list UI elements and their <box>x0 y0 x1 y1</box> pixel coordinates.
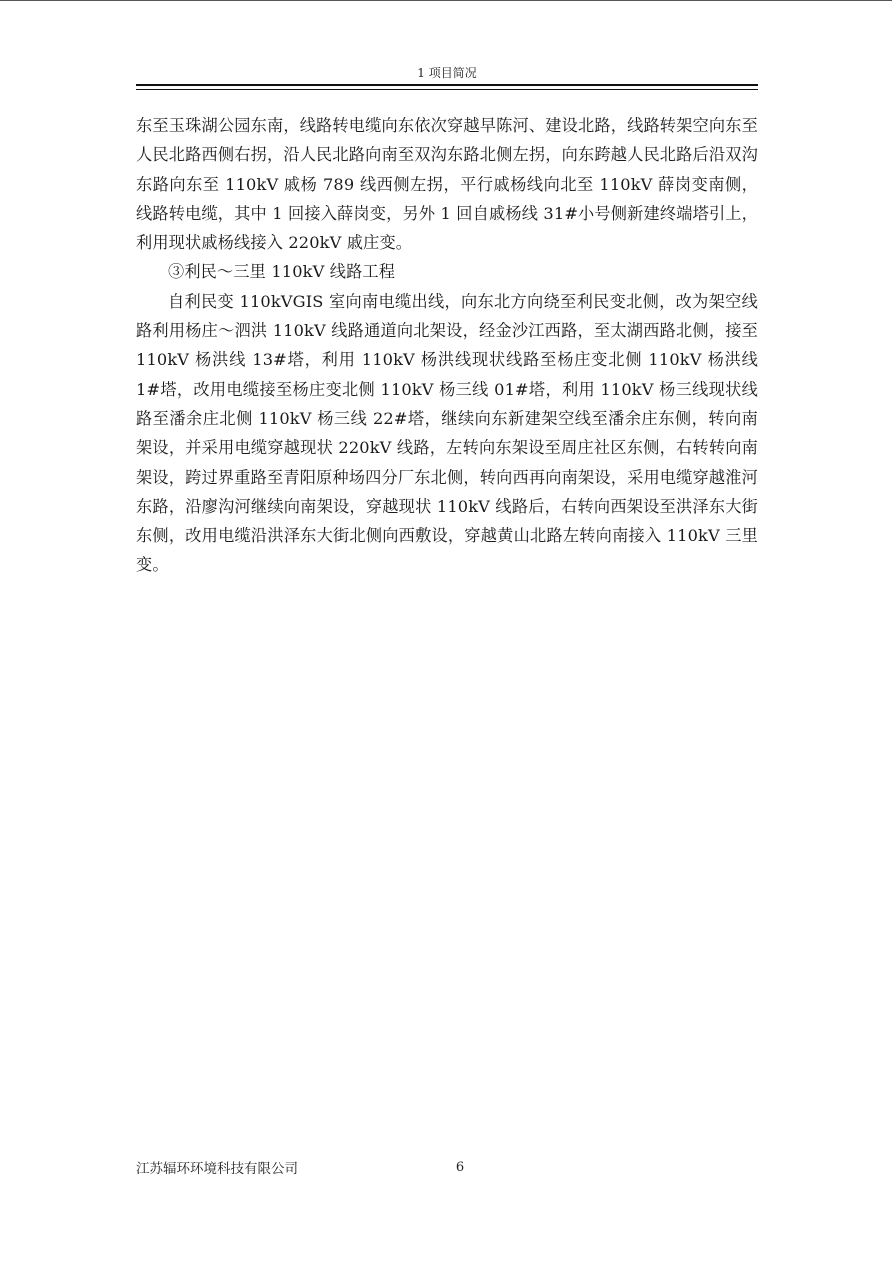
section-heading-limin-sanli: ③利民～三里 110kV 线路工程 <box>168 262 396 282</box>
paragraph-limin-sanli-route: 自利民变 110kVGIS 室向南电缆出线，向东北方向绕至利民变北侧，改为架空线路利用杨庄～泗洪 110kV 线路通道向北架设，经金沙江西路，至太湖西路北侧，接至 110kV 杨洪线 13#塔，利用 110kV 杨洪线现状线路至杨庄变北侧 110kV 杨洪线 1#塔，改用电缆接至杨庄变北侧 110kV 杨三线 01#塔，利用 110kV 杨三线现状线路至潘余庄北侧 110kV 杨三线 22#塔，继续向东新建架空线至潘余庄东侧，转向南架设，并采用电缆穿越现状 220kV 线路，左转向东架设至周庄社区东侧，右转转向南架设，跨过界重路至青阳原种场四分厂东北侧，转向西再向南架设，采用电缆穿越淮河东路，沿廖沟河继续向南架设，穿越现状 110kV 线路后，右转向西架设至洪泽东大街东侧，改用电缆沿洪泽东大街北侧向西敷设，穿越黄山北路左转向南接入 110kV 三里变。 <box>136 291 758 575</box>
body-text <box>136 111 758 580</box>
header-rule-thick <box>136 84 758 86</box>
header-rule-thin <box>136 89 758 90</box>
running-header: 1 项目简况 <box>417 66 477 80</box>
footer-page-number: 6 <box>455 1160 465 1175</box>
footer-company-name: 江苏辐环环境科技有限公司 <box>136 1161 298 1177</box>
paragraph-route-continuation: 东至玉珠湖公园东南，线路转电缆向东依次穿越早陈河、建设北路，线路转架空向东至人民北路西侧右拐，沿人民北路向南至双沟东路北侧左拐，向东跨越人民北路后沿双沟东路向东至 110kV 戚杨 789 线西侧左拐，平行戚杨线向北至 110kV 薛岗变南侧，线路转电缆，其中 1 回接入薛岗变，另外 1 回自戚杨线 31#小号侧新建终端塔引上，利用现状戚杨线接入 220kV 戚庄变。 <box>136 116 758 253</box>
